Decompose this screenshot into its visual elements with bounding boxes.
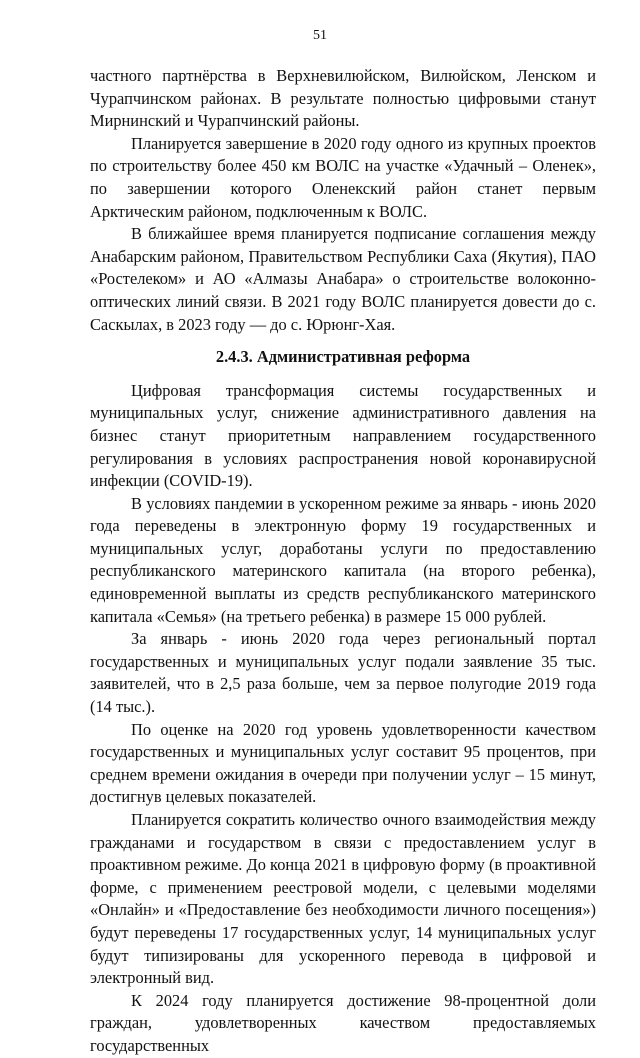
page-number: 51 [313, 28, 327, 43]
paragraph: Планируется завершение в 2020 году одного из крупных проектов по строительству более 450 км ВОЛС на участке «Удачный – Оленек», по завершении которого Оленекский район станет первым Арктическим районом, подключенным к ВОЛС. [90, 133, 596, 221]
paragraph: Планируется сократить количество очного взаимодействия между гражданами и государством в связи с предоставлением услуг в проактивном режиме. До конца 2021 в цифровую форму (в проактивной форме, с применением реестровой модели, с целевыми моделями «Онлайн» и «Предоставление без необходимости личного посещения») будут переведены 17 государственных услуг, 14 муниципальных услуг будут типизированы для ускоренного перевода в цифровой и электронный вид. [90, 810, 596, 988]
paragraph: В условиях пандемии в ускоренном режиме за январь - июнь 2020 года переведены в электронную форму 19 государственных и муниципальных услуг, доработаны услуги по предоставлению республиканского материнского капитала (на второго ребенка), единовременной выплаты из средств республиканского материнского капитала «Семья» (на третьего ребенка) в размере 15 000 рублей. [90, 493, 596, 626]
paragraph: По оценке на 2020 год уровень удовлетворенности качеством государственных и муниципальных услуг составит 95 процентов, при среднем времени ожидания в очереди при получении услуг – 15 минут, достигнув целевых показателей. [90, 719, 596, 807]
paragraph: Цифровая трансформация системы государственных и муниципальных услуг, снижение административного давления на бизнес станут приоритетным направлением государственного регулирования в условиях распространения новой коронавирусной инфекции (COVID-19). [90, 380, 596, 491]
section-heading: 2.4.3. Административная реформа [215, 347, 471, 367]
paragraph: частного партнёрства в Верхневилюйском, Вилюйском, Ленском и Чурапчинском районах. В результате полностью цифровыми станут Мирнинский и Чурапчинский районы. [90, 66, 596, 131]
paragraph: К 2024 году планируется достижение 98-процентной доли граждан, удовлетворенных качеством предоставляемых государственных [90, 990, 596, 1055]
page-content [90, 65, 596, 1058]
paragraph: В ближайшее время планируется подписание соглашения между Анабарским районом, Правительством Республики Саха (Якутия), ПАО «Ростелеком» и АО «Алмазы Анабара» о строительстве волоконно-оптических линий связи. В 2021 году ВОЛС планируется довести до с. Саскылах, в 2023 году — до с. Юрюнг-Хая. [90, 224, 596, 334]
paragraph: За январь - июнь 2020 года через региональный портал государственных и муниципальных услуг подали заявление 35 тыс. заявителей, что в 2,5 раза больше, чем за первое полугодие 2019 года (14 тыс.). [90, 629, 596, 717]
